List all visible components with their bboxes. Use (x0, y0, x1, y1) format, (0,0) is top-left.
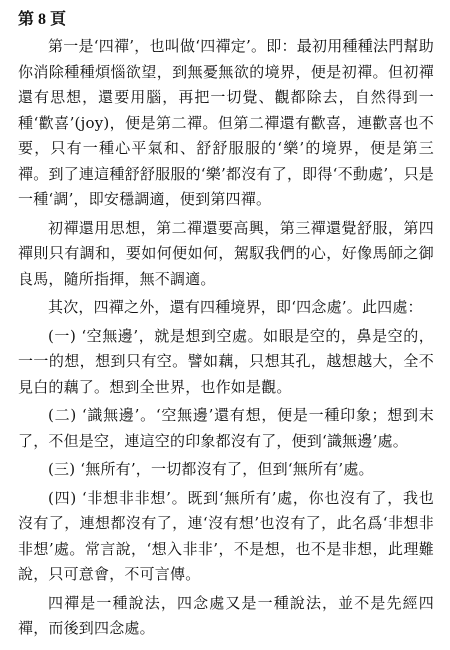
paragraph-dhyana-summary: 初禪還用思想，第二禪還要高興，第三禪還覺舒服，第四禪則只有調和，要如何便如何，駕馭我們的心，好像馬師之御良馬，隨所指揮，無不調適。 (18, 218, 434, 288)
paragraph-realm-infinite-consciousness: (二) ‘識無邊’。‘空無邊’還有想，便是一種印象；想到末了，不但是空，連這空的印象都沒有了，便到‘識無邊’處。 (18, 406, 434, 450)
page-number: 第 8 頁 (18, 11, 67, 28)
paragraph-four-realms-intro: 其次，四禪之外，還有四種境界，即‘四念處’。此四處： (48, 298, 423, 316)
paragraph-realm-infinite-space: (一) ‘空無邊’，就是想到空處。如眼是空的，鼻是空的，一一的想，想到只有空。譬如藕，只想其孔，越想越大，全不見白的藕了。想到全世界，也作如是觀。 (18, 326, 434, 396)
paragraph-conclusion: 四禪是一種說法，四念處又是一種說法，並不是先經四禪，而後到四念處。 (18, 593, 434, 637)
paragraph-realm-nothingness: (三) ‘無所有’，一切都沒有了，但到‘無所有’處。 (48, 460, 374, 478)
paragraph-realm-neither-perception: (四) ‘非想非非想’。既到‘無所有’處，你也沒有了，我也沒有了，連想都沒有了，連‘沒有想’也沒有了，此名爲‘非想非非想’處。常言說，‘想入非非’，不是想，也不是非想，此理難說，只可意會，不可言傳。 (18, 488, 434, 583)
paragraph-four-dhyanas: 第一是‘四禪’，也叫做‘四禪定’。即：最初用種種法門幫助你消除種種煩惱欲望，到無憂無欲的境界，便是初禪。但初禪還有思想，還要用腦，再把一切覺、觀都除去，自然得到一種‘歡喜’(joy)，便是第二禪。但第二禪還有歡喜，連歡喜也不要，只有一種心平氣和、舒舒服服的‘樂’的境界，便是第三禪。到了連這種舒舒服服的‘樂’都沒有了，即得‘不動處’，只是一種‘調’，即安穩調適，便到第四禪。 (18, 37, 434, 208)
